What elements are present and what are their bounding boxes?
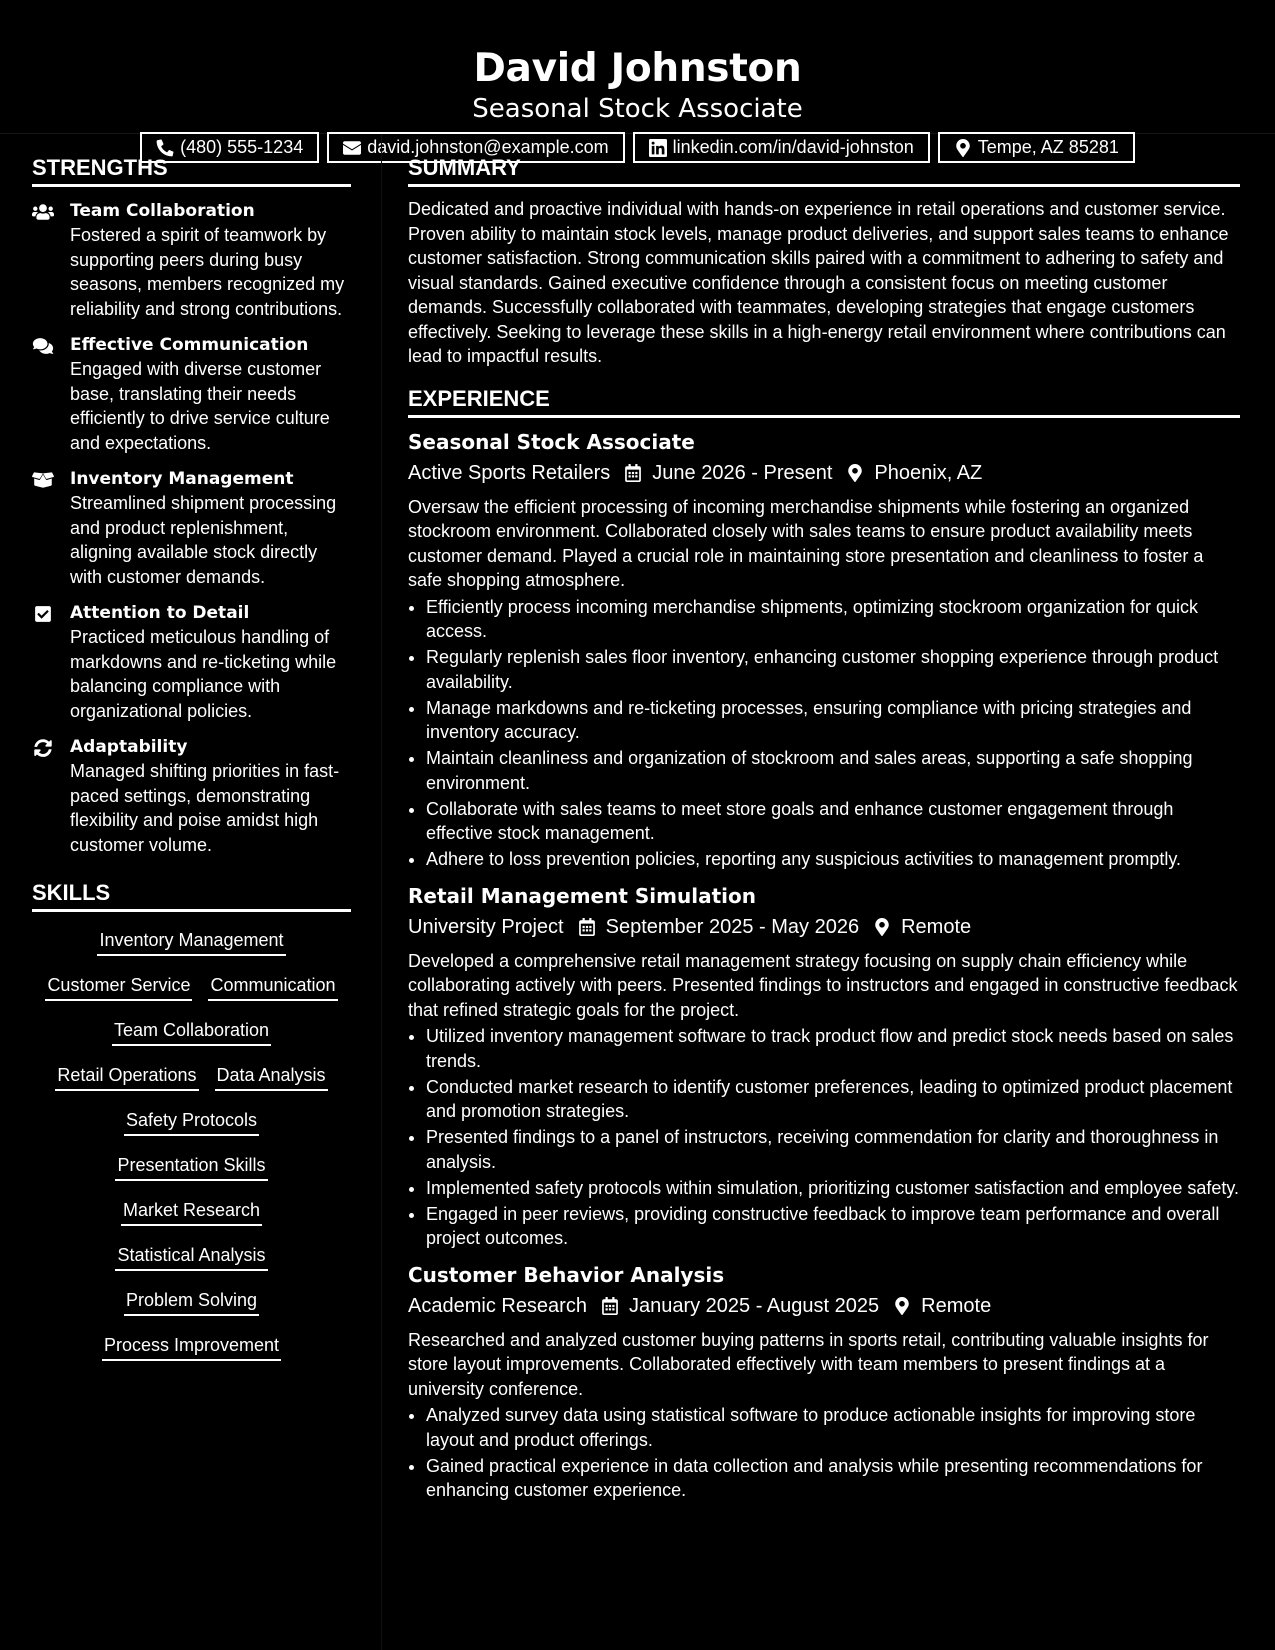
job-location: Phoenix, AZ — [874, 461, 983, 484]
calendar-icon — [578, 918, 596, 936]
bullet-item: • Engaged in peer reviews, providing constructive feedback to improve team performance and overall project outcomes. — [426, 1202, 1240, 1251]
strength-desc: Managed shifting priorities in fast-paced settings, demonstrating flexibility and poise amidst high customer volume. — [70, 761, 340, 855]
skill-tag: Presentation Skills — [115, 1153, 267, 1181]
contact-phone-text: (480) 555-1234 — [180, 137, 304, 157]
comments-icon — [32, 337, 54, 355]
job-entry — [408, 882, 1240, 1251]
job-description: Researched and analyzed customer buying patterns in sports retail, contributing valuable insights for store layout improvements. Collaborated effectively with team members to present findings at a university conference. — [408, 1329, 1209, 1399]
candidate-title: Seasonal Stock Associate — [472, 94, 803, 124]
strengths-heading: STRENGTHS — [32, 134, 351, 187]
bullet-item: • Implemented safety protocols within simulation, prioritizing customer satisfaction and employee safety. — [426, 1176, 1240, 1201]
skill-tag: Team Collaboration — [112, 1018, 271, 1046]
job-bullets — [408, 1403, 1240, 1503]
summary-text: Dedicated and proactive individual with hands-on experience in retail operations and customer service. Proven ability to maintain stock levels, manage product deliveries, and support sales teams to enhance customer satisfaction. Strong communication skills paired with a commitment to adhering to safety and visual standards. Gained executive confidence through a consistent focus on meeting customer demands. Successfully collaborated with teammates, developing strategies that engage customers effectively. Seeking to leverage these skills in a high-energy retail environment where contributions can lead to impactful results. — [408, 199, 1229, 366]
bullet-item: • Gained practical experience in data collection and analysis while presenting recommendations for enhancing customer experience. — [426, 1454, 1240, 1503]
strength-title: Effective Communication — [70, 335, 309, 355]
sync-icon — [32, 739, 54, 757]
job-location: Remote — [921, 1294, 992, 1317]
bullet-item: • Analyzed survey data using statistical software to produce actionable insights for improving store layout and product offerings. — [426, 1403, 1240, 1452]
bullet-item: • Efficiently process incoming merchandise shipments, optimizing stockroom organization for quick access. — [426, 595, 1240, 644]
check-square-icon — [32, 605, 54, 623]
skill-tag: Customer Service — [45, 973, 192, 1001]
contact-email-text: david.johnston@example.com — [367, 137, 609, 157]
skill-tag: Communication — [208, 973, 337, 1001]
strength-title: Team Collaboration — [70, 201, 255, 221]
skill-tag: Process Improvement — [102, 1333, 281, 1361]
job-dates: June 2026 - Present — [652, 461, 833, 484]
skill-tag: Data Analysis — [215, 1063, 328, 1091]
box-open-icon — [32, 471, 54, 489]
strength-item — [32, 333, 351, 455]
strength-desc: Streamlined shipment processing and product replenishment, aligning available stock directly with customer demands. — [70, 493, 337, 587]
strength-title: Inventory Management — [70, 469, 294, 489]
strength-desc: Engaged with diverse customer base, translating their needs efficiently to drive service culture and expectations. — [70, 359, 330, 453]
map-marker-icon — [893, 1297, 911, 1315]
bullet-item: • Manage markdowns and re-ticketing processes, ensuring compliance with pricing strategies and inventory accuracy. — [426, 696, 1240, 745]
strength-title: Adaptability — [70, 737, 188, 757]
contact-linkedin-text: linkedin.com/in/david-johnston — [672, 137, 914, 157]
skills-list — [32, 912, 351, 1372]
calendar-icon — [601, 1297, 619, 1315]
candidate-name: David Johnston — [473, 46, 802, 91]
bullet-item: • Maintain cleanliness and organization of stockroom and sales areas, supporting a safe shopping environment. — [426, 746, 1240, 795]
users-icon — [32, 203, 54, 221]
strength-title: Attention to Detail — [70, 603, 250, 623]
skill-tag: Safety Protocols — [124, 1108, 259, 1136]
job-location: Remote — [901, 915, 972, 938]
job-meta — [408, 912, 1240, 942]
skill-tag: Retail Operations — [55, 1063, 198, 1091]
strength-item — [32, 199, 351, 321]
bullet-item: • Conducted market research to identify customer preferences, leading to optimized product placement and promotion strategies. — [426, 1075, 1240, 1124]
left-column — [0, 134, 382, 1650]
map-marker-icon — [873, 918, 891, 936]
bullet-item: • Collaborate with sales teams to meet store goals and enhance customer engagement through effective stock management. — [426, 797, 1240, 846]
strength-item — [32, 735, 351, 857]
job-bullets — [408, 595, 1240, 872]
bullet-item: • Regularly replenish sales floor inventory, enhancing customer shopping experience through product availability. — [426, 645, 1240, 694]
job-bullets — [408, 1024, 1240, 1251]
job-title: Seasonal Stock Associate — [408, 429, 695, 454]
job-org: Academic Research — [408, 1294, 587, 1317]
job-title: Customer Behavior Analysis — [408, 1262, 725, 1287]
resume-header — [0, 0, 1275, 157]
job-dates: January 2025 - August 2025 — [628, 1294, 880, 1317]
calendar-icon — [624, 464, 642, 482]
strength-item — [32, 467, 351, 589]
skill-tag: Market Research — [121, 1198, 262, 1226]
contact-location-text: Tempe, AZ 85281 — [977, 137, 1119, 157]
skill-tag: Inventory Management — [97, 928, 285, 956]
experience-heading: EXPERIENCE — [408, 369, 1240, 418]
map-marker-icon — [846, 464, 864, 482]
job-description: Developed a comprehensive retail management strategy focusing on supply chain efficiency while collaborating actively with peers. Presented findings to instructors and engaged in constructive feedback that refined strategic goals for the project. — [408, 950, 1238, 1020]
bullet-item: • Utilized inventory management software to track product flow and predict stock needs based on sales trends. — [426, 1024, 1240, 1073]
job-org: Active Sports Retailers — [408, 461, 611, 484]
job-meta — [408, 1291, 1240, 1321]
job-entry — [408, 1261, 1240, 1503]
bullet-item: • Adhere to loss prevention policies, reporting any suspicious activities to management promptly. — [426, 847, 1240, 872]
skill-tag: Problem Solving — [124, 1288, 259, 1316]
skill-tag: Statistical Analysis — [115, 1243, 267, 1271]
strength-desc: Practiced meticulous handling of markdowns and re-ticketing while balancing compliance with organizational policies. — [70, 627, 337, 721]
job-org: University Project — [408, 915, 564, 938]
strength-item — [32, 601, 351, 723]
job-meta — [408, 458, 1240, 488]
job-description: Oversaw the efficient processing of incoming merchandise shipments while fostering an organized stockroom environment. Collaborated closely with sales teams to ensure product availability meets customer demand. Played a crucial role in maintaining store presentation and cleanliness to foster a safe shopping atmosphere. — [408, 496, 1204, 590]
summary-heading: SUMMARY — [408, 134, 1240, 187]
strength-desc: Fostered a spirit of teamwork by supporting peers during busy seasons, members recognized my reliability and strong contributions. — [70, 225, 345, 319]
job-title: Retail Management Simulation — [408, 883, 756, 908]
job-entry — [408, 428, 1240, 872]
skills-heading: SKILLS — [32, 857, 351, 912]
right-column — [382, 134, 1275, 1650]
job-dates: September 2025 - May 2026 — [605, 915, 860, 938]
bullet-item: • Presented findings to a panel of instructors, receiving commendation for clarity and thoroughness in analysis. — [426, 1125, 1240, 1174]
